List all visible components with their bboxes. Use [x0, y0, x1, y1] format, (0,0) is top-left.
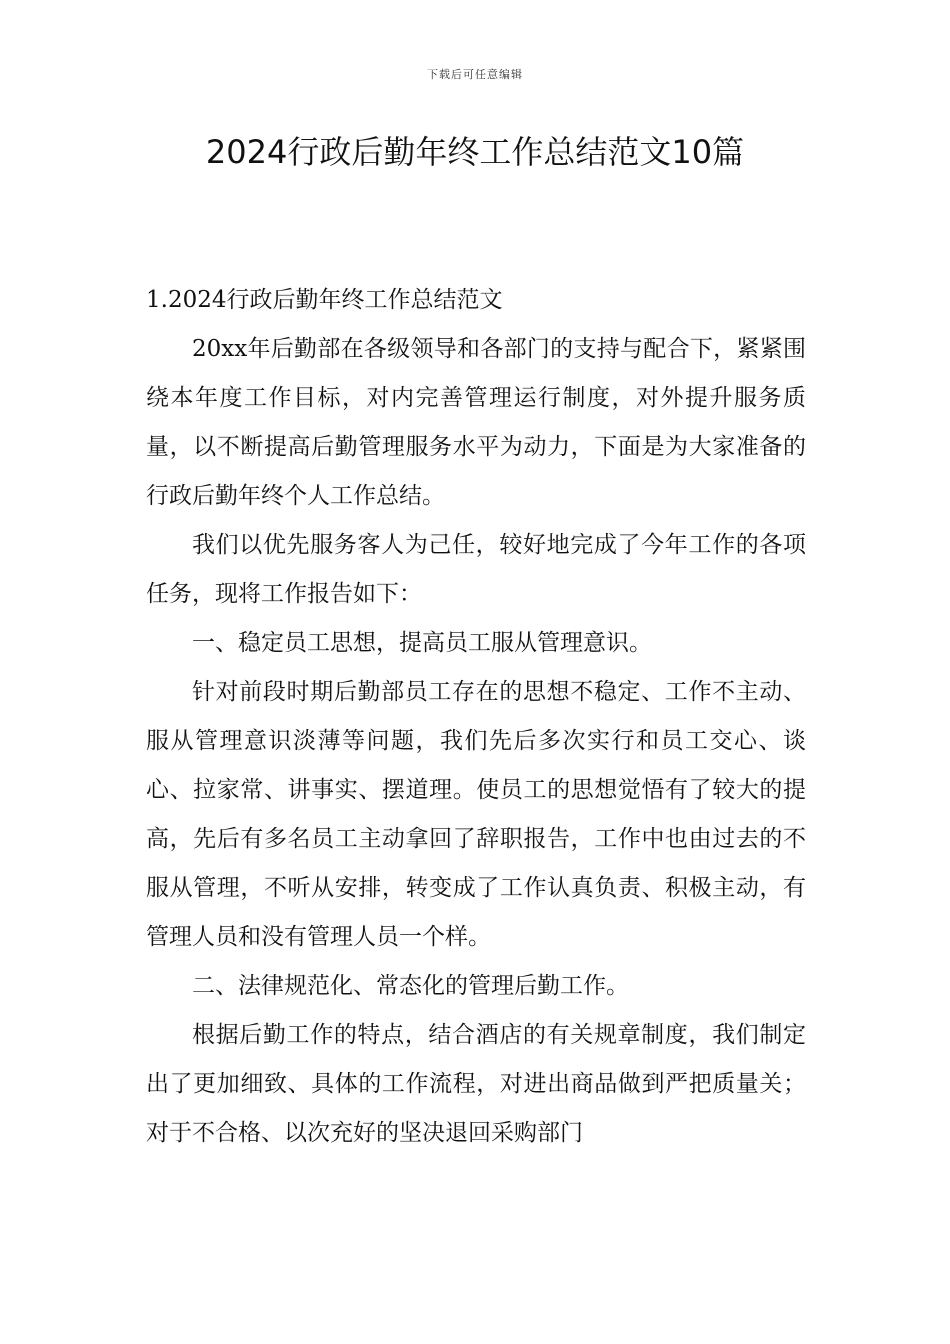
paragraph-work-process: 根据后勤工作的特点，结合酒店的有关规章制度，我们制定出了更加细致、具体的工作流程，对进出商品做到严把质量关；对于不合格、以次充好的坚决退回采购部门: [146, 1022, 806, 1146]
section-title: 1.2024行政后勤年终工作总结范文: [146, 287, 503, 313]
document-body: [146, 276, 806, 1158]
heading-regulated-management: 二、法律规范化、常态化的管理后勤工作。: [192, 973, 629, 999]
document-title: 2024行政后勤年终工作总结范文10篇: [205, 133, 745, 171]
header-note: 下载后可任意编辑: [427, 68, 523, 81]
paragraph-staff-thoughts: 针对前段时期后勤部员工存在的思想不稳定、工作不主动、服从管理意识淡薄等问题，我们先后多次实行和员工交心、谈心、拉家常、讲事实、摆道理。使员工的思想觉悟有了较大的提高，先后有多名员工主动拿回了辞职报告，工作中也由过去的不服从管理，不听从安排，转变成了工作认真负责、积极主动，有管理人员和没有管理人员一个样。: [146, 679, 806, 950]
paragraph-task-report: 我们以优先服务客人为己任，较好地完成了今年工作的各项任务，现将工作报告如下：: [146, 532, 806, 607]
paragraph-intro: 20xx年后勤部在各级领导和各部门的支持与配合下，紧紧围绕本年度工作目标，对内完善管理运行制度，对外提升服务质量，以不断提高后勤管理服务水平为动力，下面是为大家准备的行政后勤年终个人工作总结。: [146, 336, 806, 509]
heading-stabilize-staff: 一、稳定员工思想，提高员工服从管理意识。: [192, 630, 652, 656]
